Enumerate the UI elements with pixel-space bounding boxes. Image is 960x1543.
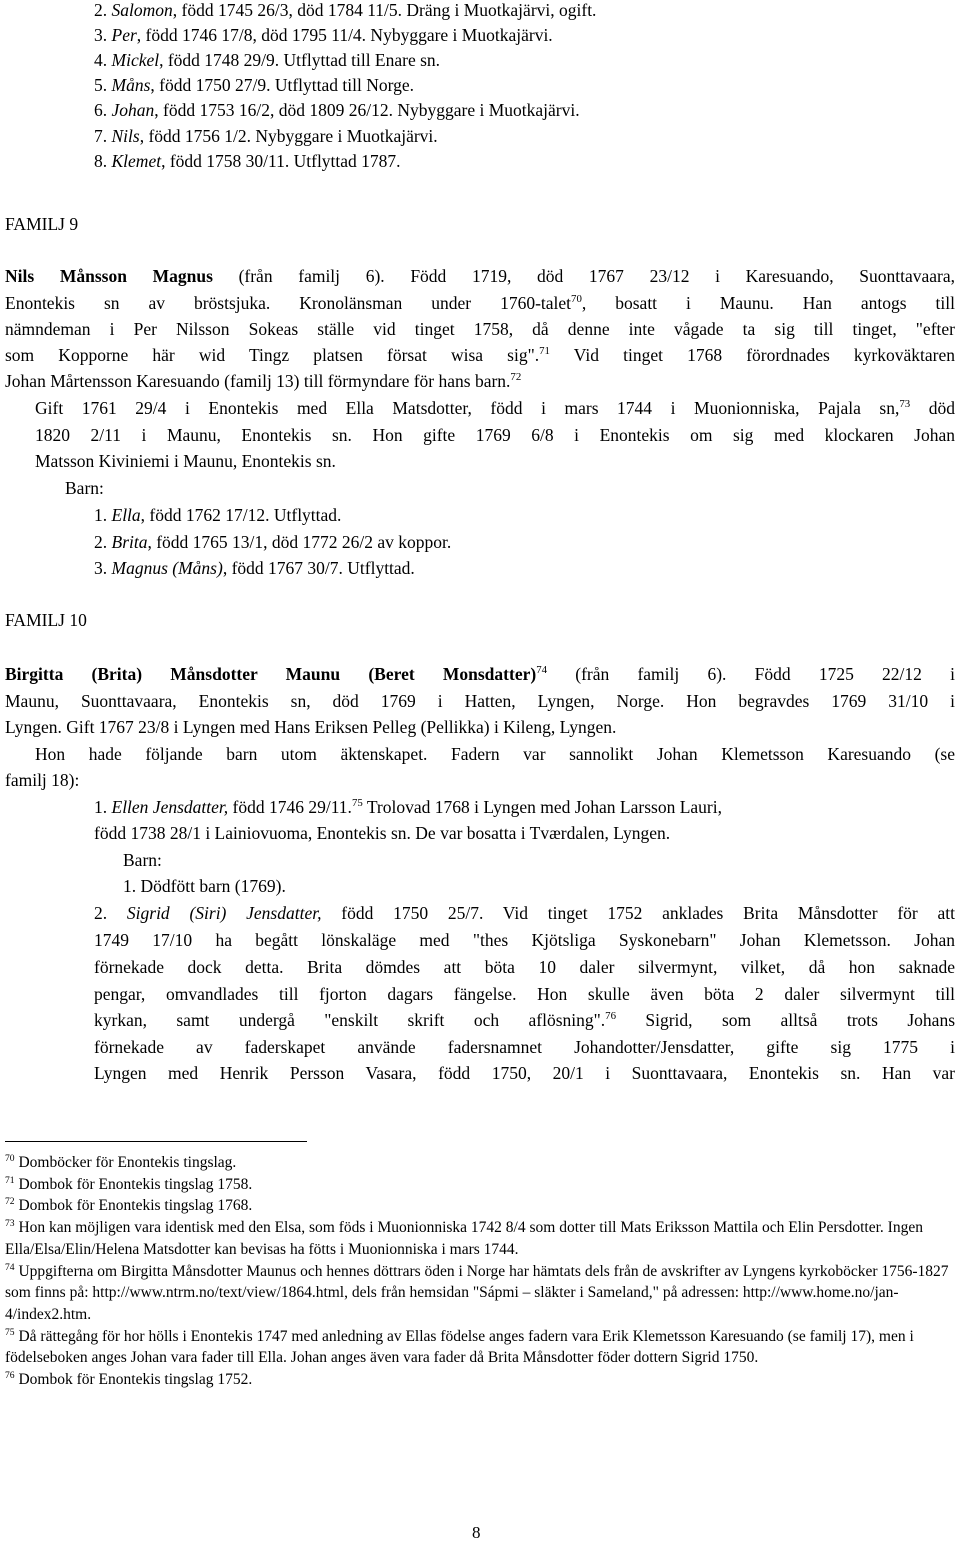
paragraph-line: familj 18): — [5, 770, 80, 790]
footnote-ref: 75 — [351, 797, 363, 810]
list-item: 8. Klemet, född 1758 30/11. Utflyttad 1787. — [94, 151, 401, 171]
section-heading-familj-10: FAMILJ 10 — [5, 610, 87, 630]
list-item: 1. Dödfött barn (1769). — [123, 876, 286, 896]
barn-label: Barn: — [65, 478, 104, 498]
list-item: 4. Mickel, född 1748 29/9. Utflyttad till Enare sn. — [94, 50, 441, 70]
paragraph-line: Johan Mårtensson Karesuando (familj 13) till förmyndare för hans barn.$^{72}$ — [5, 371, 522, 391]
list-item-continuation: kyrkan, samt undergå "enskilt skrift och aflösning".$^{76}$ Sigrid, som alltså trots Johans — [94, 1010, 956, 1030]
list-item: 2. Brita, född 1765 13/1, död 1772 26/2 av koppor. — [94, 532, 452, 552]
paragraph-line: Matsson Kiviniemi i Maunu, Enontekis sn. — [35, 451, 336, 471]
list-item: 2. Salomon, född 1745 26/3, död 1784 11/5. Dräng i Muotkajärvi, ogift. — [94, 0, 597, 20]
footnote: $^{73}$ Hon kan möjligen vara identisk med den Elsa, som föds i Muonionniska 1742 8/4 som dotter till Mats Eriksson Mattila och Elin Persdotter. Ingen Ella/Elsa/Elin/Helena Matsdotter kan bevisas ha fötts i Muonionniska i mars 1744. — [5, 1217, 923, 1258]
paragraph-line: Hon hade följande barn utom äktenskapet. Fadern var sannolikt Johan Klemetsson Karesuando (se — [35, 744, 955, 764]
paragraph-line: Gift 1761 29/4 i Enontekis med Ella Matsdotter, född i mars 1744 i Muonionniska, Pajala sn,$^{73}$ död — [35, 398, 955, 418]
page-number: 8 — [472, 1523, 481, 1542]
list-item-continuation: förnekade av faderskapet använde fadersnamnet Johandotter/Jensdatter, gifte sig 1775 i — [94, 1037, 955, 1057]
footnote: $^{72}$ Dombok för Enontekis tingslag 1768. — [5, 1196, 253, 1215]
paragraph-line: nämndeman i Per Nilsson Sokeas ställe vid tinget 1758, då denne inte vågade ta sig till tinget, "efter — [5, 319, 955, 339]
footnote-ref: 72 — [510, 371, 522, 384]
paragraph-line: som Kopporne här wid Tingz platsen försat wisa sig".$^{71}$ Vid tinget 1768 förordnades kyrkoväktaren — [5, 345, 955, 365]
barn-label: Barn: — [123, 850, 162, 870]
list-item: 5. Måns, född 1750 27/9. Utflyttad till Norge. — [94, 75, 415, 95]
list-item-continuation: pengar, omvandlades till fjorton dagars fängelse. Hon skulle även böta 2 daler silvermynt till — [94, 984, 955, 1004]
list-item-continuation: Lyngen med Henrik Persson Vasara, född 1750, 20/1 i Suonttavaara, Enontekis sn. Han var — [94, 1063, 955, 1083]
footnote-ref: 71 — [539, 345, 550, 358]
footnote: $^{74}$ Uppgifterna om Birgitta Månsdotter Maunus och hennes döttrars öden i Norge har hämtats dels från de avskrifter av Lyngens kyrkoböcker 1756-1827 som finns på: http://www.ntrm.no/text/view/1864.html, dels från hemsidan "Sápmi – släkter i Sameland," på adressen: http://www.home.no/jan-4/index2.htm. — [5, 1261, 949, 1323]
footnote-ref: 73 — [899, 398, 911, 411]
paragraph-line: 1820 2/11 i Maunu, Enontekis sn. Hon gifte 1769 6/8 i Enontekis om sig med klockaren Johan — [35, 425, 955, 445]
list-item-continuation: förnekade dock detta. Brita dömdes att böta 10 daler silvermynt, vilket, då hon saknade — [94, 957, 955, 977]
footnote-separator — [5, 1141, 307, 1142]
paragraph-line: Maunu, Suonttavaara, Enontekis sn, död 1769 i Hatten, Lyngen, Norge. Hon begravdes 1769 31/10 i — [5, 691, 955, 711]
list-item: 1. Ella, född 1762 17/12. Utflyttad. — [94, 505, 342, 525]
footnote: $^{76}$ Dombok för Enontekis tingslag 1752. — [5, 1369, 253, 1389]
list-item: 2. Sigrid (Siri) Jensdatter, född 1750 25/7. Vid tinget 1752 anklades Brita Månsdotter för att — [94, 903, 956, 923]
list-item-continuation: 1749 17/10 ha begått lönskaläge med "thes Kjötsliga Syskonebarn" Johan Klemetsson. Johan — [94, 930, 955, 950]
footnote: $^{70}$ Domböcker för Enontekis tingslag. — [5, 1152, 237, 1171]
list-item: 6. Johan, född 1753 16/2, död 1809 26/12. Nybyggare i Muotkajärvi. — [94, 100, 580, 120]
footnote-ref: 76 — [605, 1010, 616, 1023]
list-item: 3. Per, född 1746 17/8, död 1795 11/4. Nybyggare i Muotkajärvi. — [94, 25, 553, 45]
paragraph-line: Lyngen. Gift 1767 23/8 i Lyngen med Hans Eriksen Pelleg (Pellikka) i Kileng, Lyngen. — [5, 717, 617, 737]
paragraph-line: Birgitta (Brita) Månsdotter Maunu (Beret Monsdatter)$^{74}$ (från familj 6). Född 1725 22/12 i — [5, 664, 955, 684]
footnote: $^{75}$ Då rättegång för hor hölls i Enontekis 1747 med anledning av Ellas födelse anges fadern vara Erik Klemetsson Karesuando (se familj 17), men i födelseboken anges Johan vara fader till Ella. Johan anges även vara fader då Brita Månsdotter föder dottern Sigrid 1750. — [5, 1326, 914, 1367]
paragraph-line: Enontekis sn av bröstsjuka. Kronolänsman under 1760-talet$^{70}$, bosatt i Maunu. Han antogs till — [5, 293, 955, 313]
list-item: 7. Nils, född 1756 1/2. Nybyggare i Muotkajärvi. — [94, 126, 438, 146]
list-item: 1. Ellen Jensdatter, född 1746 29/11.75 Trolovad 1768 i Lyngen med Johan Larsson Lauri, — [94, 797, 722, 817]
list-item: 3. Magnus (Måns), född 1767 30/7. Utflyttad. — [94, 558, 415, 578]
footnote: $^{71}$ Dombok för Enontekis tingslag 1758. — [5, 1174, 253, 1193]
footnote-ref: 70 — [571, 293, 582, 306]
footnote-ref: 74 — [536, 664, 548, 677]
list-item-continuation: född 1738 28/1 i Lainiovuoma, Enontekis sn. De var bosatta i Tværdalen, Lyngen. — [94, 823, 671, 843]
footnotes — [5, 1152, 955, 1391]
section-heading-familj-9: FAMILJ 9 — [5, 214, 79, 234]
paragraph-line: Nils Månsson Magnus (från familj 6). Född 1719, död 1767 23/12 i Karesuando, Suonttavaara, — [5, 266, 955, 286]
